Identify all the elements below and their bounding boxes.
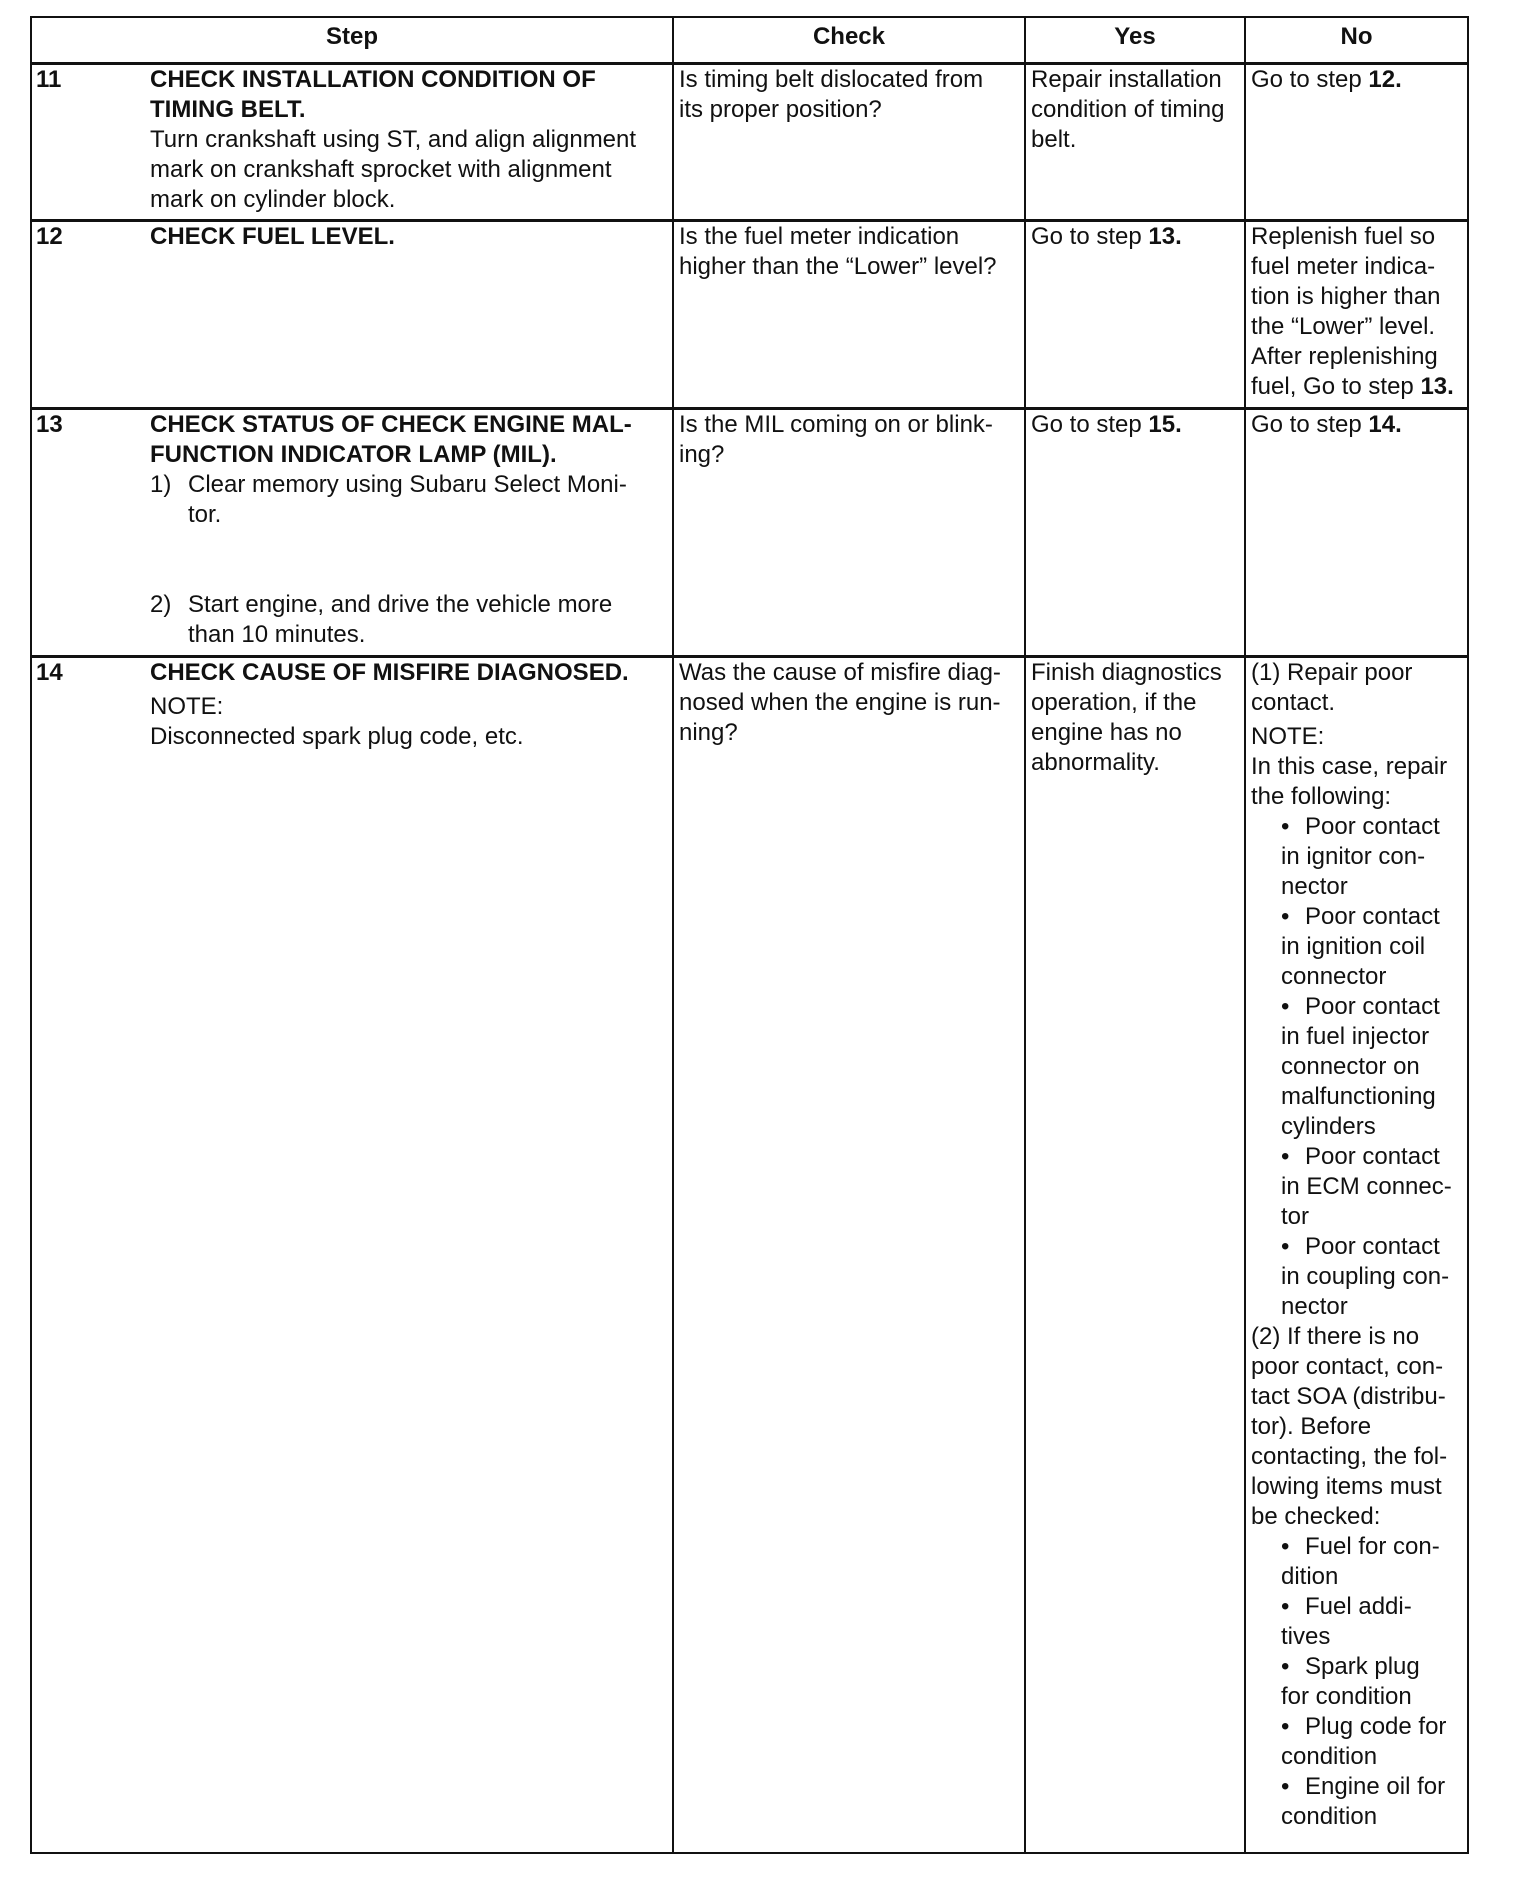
step-reference: 12. [1368, 66, 1402, 93]
bullet-item [1251, 1712, 1462, 1742]
bullet-line: in ignitor con- [1281, 843, 1426, 870]
no-line: the “Lower” level. [1251, 313, 1436, 340]
check-line: Is the fuel meter indication [679, 223, 960, 250]
step-cell [31, 221, 673, 409]
bullet-item [1251, 1652, 1462, 1682]
step-reference: 13. [1148, 223, 1182, 250]
table-row [31, 657, 1468, 1853]
check-cell [673, 657, 1025, 1853]
bullet-line: Poor contact [1305, 1233, 1440, 1260]
check-line: Is timing belt dislocated from [679, 66, 984, 93]
item-line: tor. [188, 501, 222, 528]
no-line: Replenish fuel so [1251, 223, 1436, 250]
step-reference: 15. [1148, 411, 1182, 438]
no-text: fuel, Go to step [1251, 373, 1421, 400]
bullet-icon: • [1281, 993, 1290, 1020]
item-number: 2) [150, 591, 172, 618]
check-line: nosed when the engine is run- [679, 689, 1001, 716]
bullet-line: condition [1281, 1743, 1378, 1770]
yes-line: Repair installation [1031, 66, 1222, 93]
yes-line: Finish diagnostics [1031, 659, 1222, 686]
step-title-line: CHECK INSTALLATION CONDITION OF [150, 66, 596, 93]
bullet-icon: • [1281, 1233, 1290, 1260]
check-line: ning? [679, 719, 738, 746]
diagnostic-table [30, 16, 1469, 1854]
header-check: Check [673, 17, 1025, 64]
step-instructions [150, 125, 667, 215]
no-line: be checked: [1251, 1503, 1381, 1530]
bullet-item [1251, 1772, 1462, 1802]
item-line: Start engine, and drive the vehicle more [188, 591, 613, 618]
check-cell [673, 221, 1025, 409]
yes-cell [1025, 657, 1245, 1853]
header-no: No [1245, 17, 1468, 64]
bullet-line: nector [1281, 1293, 1348, 1320]
step-text-line: mark on crankshaft sprocket with alignment [150, 156, 612, 183]
check-line: ing? [679, 441, 725, 468]
bullet-line: tives [1281, 1623, 1331, 1650]
bullet-line: nector [1281, 873, 1348, 900]
no-text: Go to step [1251, 411, 1369, 438]
no-line: poor contact, con- [1251, 1353, 1444, 1380]
bullet-icon: • [1281, 1773, 1290, 1800]
bullet-item [1251, 992, 1462, 1022]
bullet-icon: • [1281, 813, 1290, 840]
bullet-line: tor [1281, 1203, 1310, 1230]
bullet-item [1251, 1232, 1462, 1262]
bullet-item [1251, 1142, 1462, 1172]
check-cell [673, 64, 1025, 221]
step-text-line: Turn crankshaft using ST, and align alignment [150, 126, 637, 153]
bullet-icon: • [1281, 1593, 1290, 1620]
step-title-line: TIMING BELT. [150, 96, 306, 123]
bullet-line: connector [1281, 963, 1387, 990]
bullet-line: in ignition coil [1281, 933, 1426, 960]
yes-line: engine has no [1031, 719, 1182, 746]
header-step: Step [31, 17, 673, 64]
no-line: fuel meter indica- [1251, 253, 1436, 280]
no-line [1251, 372, 1462, 402]
bullet-item [1251, 1532, 1462, 1562]
yes-cell [1025, 64, 1245, 221]
procedure-item [150, 470, 667, 530]
header-row [31, 17, 1468, 64]
bullet-line: in ECM connec- [1281, 1173, 1452, 1200]
step-title: CHECK CAUSE OF MISFIRE DIAGNOSED. [150, 659, 629, 686]
yes-line: condition of timing [1031, 96, 1225, 123]
bullet-item [1251, 812, 1462, 842]
bullet-icon: • [1281, 1653, 1290, 1680]
no-line: contacting, the fol- [1251, 1443, 1448, 1470]
step-number: 14 [36, 659, 63, 686]
bullet-icon: • [1281, 903, 1290, 930]
bullet-line: Engine oil for [1305, 1773, 1446, 1800]
bullet-item [1251, 902, 1462, 932]
bullet-line: malfunctioning [1281, 1083, 1436, 1110]
no-cell [1245, 64, 1468, 221]
yes-text: Go to step [1031, 223, 1149, 250]
step-number: 13 [36, 411, 63, 438]
step-number: 11 [36, 66, 62, 93]
check-line: Was the cause of misfire diag- [679, 659, 1001, 686]
bullet-line: condition [1281, 1803, 1378, 1830]
procedure-item [150, 590, 667, 650]
header-yes: Yes [1025, 17, 1245, 64]
table-row [31, 221, 1468, 409]
note-label: NOTE: [150, 693, 224, 720]
bullet-line: in fuel injector [1281, 1023, 1430, 1050]
no-cell [1245, 409, 1468, 657]
step-reference: 13. [1420, 373, 1454, 400]
check-line: higher than the “Lower” level? [679, 253, 997, 280]
yes-line: belt. [1031, 126, 1077, 153]
yes-line: abnormality. [1031, 749, 1160, 776]
no-line: tor). Before [1251, 1413, 1372, 1440]
item-number: 1) [150, 471, 172, 498]
no-line: (2) If there is no [1251, 1323, 1420, 1350]
note-text: Disconnected spark plug code, etc. [150, 723, 524, 750]
yes-cell [1025, 409, 1245, 657]
check-cell [673, 409, 1025, 657]
no-line: lowing items must [1251, 1473, 1442, 1500]
bullet-line: Plug code for [1305, 1713, 1447, 1740]
bullet-line: dition [1281, 1563, 1339, 1590]
bullet-icon: • [1281, 1143, 1290, 1170]
bullet-line: Fuel for con- [1305, 1533, 1440, 1560]
table-row [31, 64, 1468, 221]
step-title: CHECK FUEL LEVEL. [150, 223, 395, 250]
bullet-line: in coupling con- [1281, 1263, 1450, 1290]
bullet-line: Poor contact [1305, 993, 1440, 1020]
bullet-line: for condition [1281, 1683, 1412, 1710]
step-cell [31, 64, 673, 221]
yes-line: operation, if the [1031, 689, 1197, 716]
bullet-line: Poor contact [1305, 1143, 1440, 1170]
step-reference: 14. [1368, 411, 1402, 438]
no-cell [1245, 657, 1468, 1853]
yes-cell [1025, 221, 1245, 409]
no-line: tion is higher than [1251, 283, 1441, 310]
bullet-line: connector on [1281, 1053, 1420, 1080]
bullet-item [1251, 1592, 1462, 1622]
no-text: Go to step [1251, 66, 1369, 93]
no-line: tact SOA (distribu- [1251, 1383, 1446, 1410]
no-cell [1245, 221, 1468, 409]
bullet-line: cylinders [1281, 1113, 1376, 1140]
step-cell [31, 409, 673, 657]
step-title [150, 410, 667, 470]
bullet-icon: • [1281, 1713, 1290, 1740]
check-line: its proper position? [679, 96, 882, 123]
check-line: Is the MIL coming on or blink- [679, 411, 993, 438]
note-label: NOTE: [1251, 723, 1325, 750]
note-line: the following: [1251, 783, 1392, 810]
bullet-line: Poor contact [1305, 813, 1440, 840]
no-line: contact. [1251, 689, 1336, 716]
note-line: In this case, repair [1251, 753, 1448, 780]
item-line: than 10 minutes. [188, 621, 366, 648]
bullet-icon: • [1281, 1533, 1290, 1560]
step-title-line: CHECK STATUS OF CHECK ENGINE MAL- [150, 411, 632, 438]
no-line: After replenishing [1251, 343, 1438, 370]
step-cell [31, 657, 673, 1853]
table-row [31, 409, 1468, 657]
item-line: Clear memory using Subaru Select Moni- [188, 471, 627, 498]
bullet-line: Poor contact [1305, 903, 1440, 930]
bullet-line: Spark plug [1305, 1653, 1420, 1680]
step-text-line: mark on cylinder block. [150, 186, 396, 213]
bullet-line: Fuel addi- [1305, 1593, 1412, 1620]
step-number: 12 [36, 223, 63, 250]
step-title [150, 65, 667, 125]
yes-text: Go to step [1031, 411, 1149, 438]
step-title-line: FUNCTION INDICATOR LAMP (MIL). [150, 441, 557, 468]
no-line: (1) Repair poor [1251, 659, 1413, 686]
